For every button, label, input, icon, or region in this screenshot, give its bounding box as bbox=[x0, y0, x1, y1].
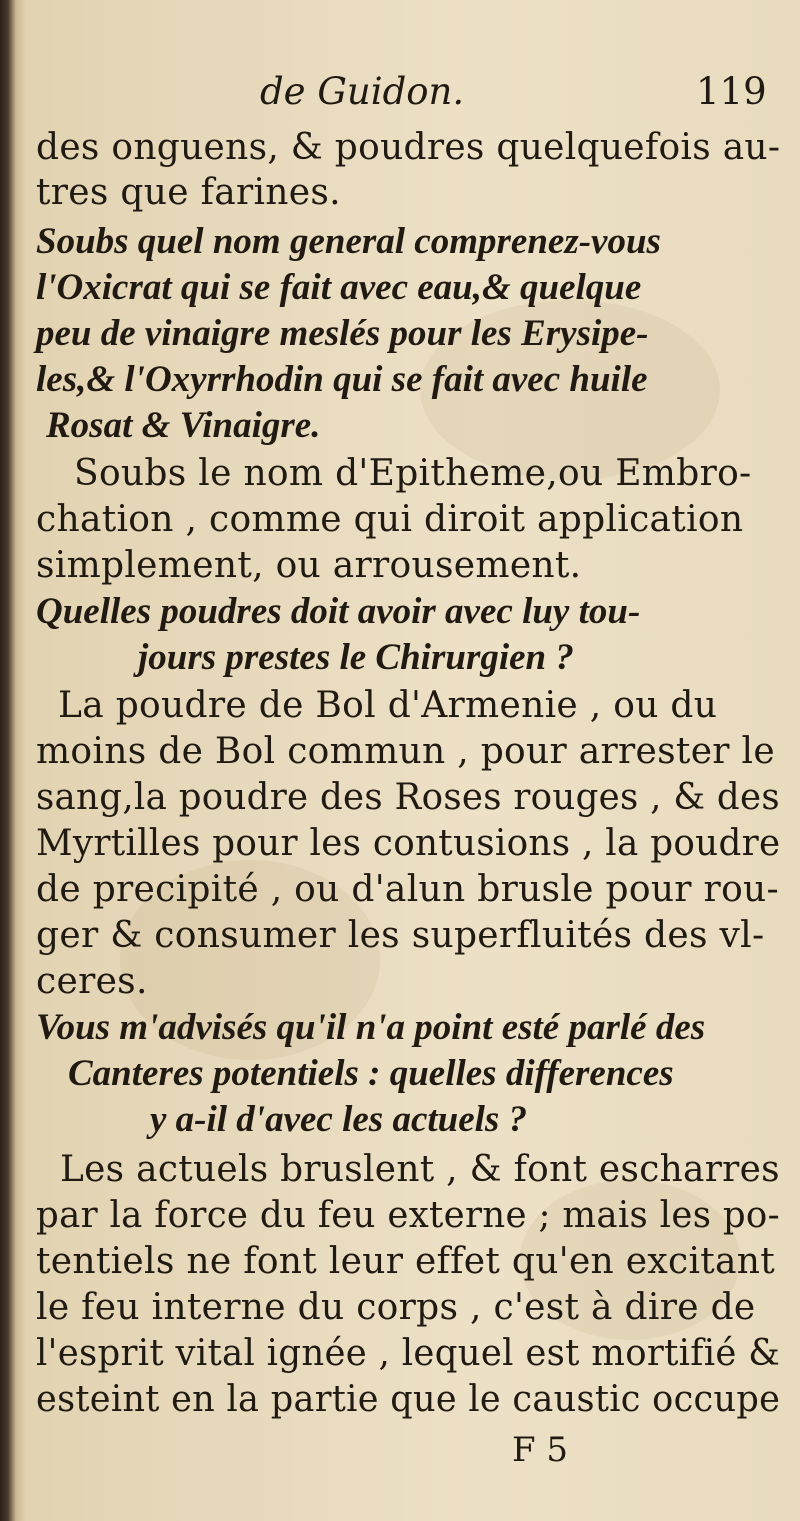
question-line: jours prestes le Chirurgien ? bbox=[138, 637, 574, 678]
signature-mark: F 5 bbox=[512, 1430, 569, 1470]
text-line: esteint en la partie que le caustic occupe bbox=[36, 1379, 781, 1420]
text-line: des onguens, & poudres quelquefois au- bbox=[36, 127, 781, 168]
text-line: moins de Bol commun , pour arrester le bbox=[36, 731, 775, 772]
question-line: les,& l'Oxyrrhodin qui se fait avec huile bbox=[36, 359, 648, 400]
page-number: 119 bbox=[696, 70, 767, 113]
text-line: tentiels ne font leur effet qu'en excitant bbox=[36, 1241, 776, 1282]
question-line: y a-il d'avec les actuels ? bbox=[150, 1099, 528, 1140]
text-line: ger & consumer les superfluités des vl- bbox=[36, 915, 765, 956]
text-line: Myrtilles pour les contusions , la poudre bbox=[36, 823, 781, 864]
question-line: peu de vinaigre meslés pour les Erysipe- bbox=[36, 313, 649, 354]
question-line: Quelles poudres doit avoir avec luy tou- bbox=[36, 591, 641, 632]
question-line: Soubs quel nom general comprenez-vous bbox=[36, 221, 661, 262]
text-line: ceres. bbox=[36, 961, 148, 1002]
question-line: Canteres potentiels : quelles differences bbox=[68, 1053, 674, 1094]
text-line: chation , comme qui diroit application bbox=[36, 499, 744, 540]
text-line: par la force du feu externe ; mais les po- bbox=[36, 1195, 780, 1236]
text-line: simplement, ou arrousement. bbox=[36, 545, 582, 586]
text-line: le feu interne du corps , c'est à dire de bbox=[36, 1287, 756, 1328]
text-line: La poudre de Bol d'Armenie , ou du bbox=[58, 685, 718, 726]
text-line: Les actuels bruslent , & font escharres bbox=[60, 1149, 780, 1190]
text-line: tres que farines. bbox=[36, 172, 341, 213]
text-line: Soubs le nom d'Epitheme,ou Embro- bbox=[74, 453, 752, 494]
text-line: sang,la poudre des Roses rouges , & des bbox=[36, 777, 780, 818]
question-line: l'Oxicrat qui se fait avec eau,& quelque bbox=[36, 267, 642, 308]
question-line: Vous m'advisés qu'il n'a point esté parlé des bbox=[36, 1007, 706, 1048]
page-header bbox=[36, 70, 780, 114]
running-head: de Guidon. bbox=[260, 70, 465, 113]
text-line: l'esprit vital ignée , lequel est mortifié & bbox=[36, 1333, 781, 1374]
question-line: Rosat & Vinaigre. bbox=[46, 405, 321, 446]
text-line: de precipité , ou d'alun brusle pour rou- bbox=[36, 869, 779, 910]
